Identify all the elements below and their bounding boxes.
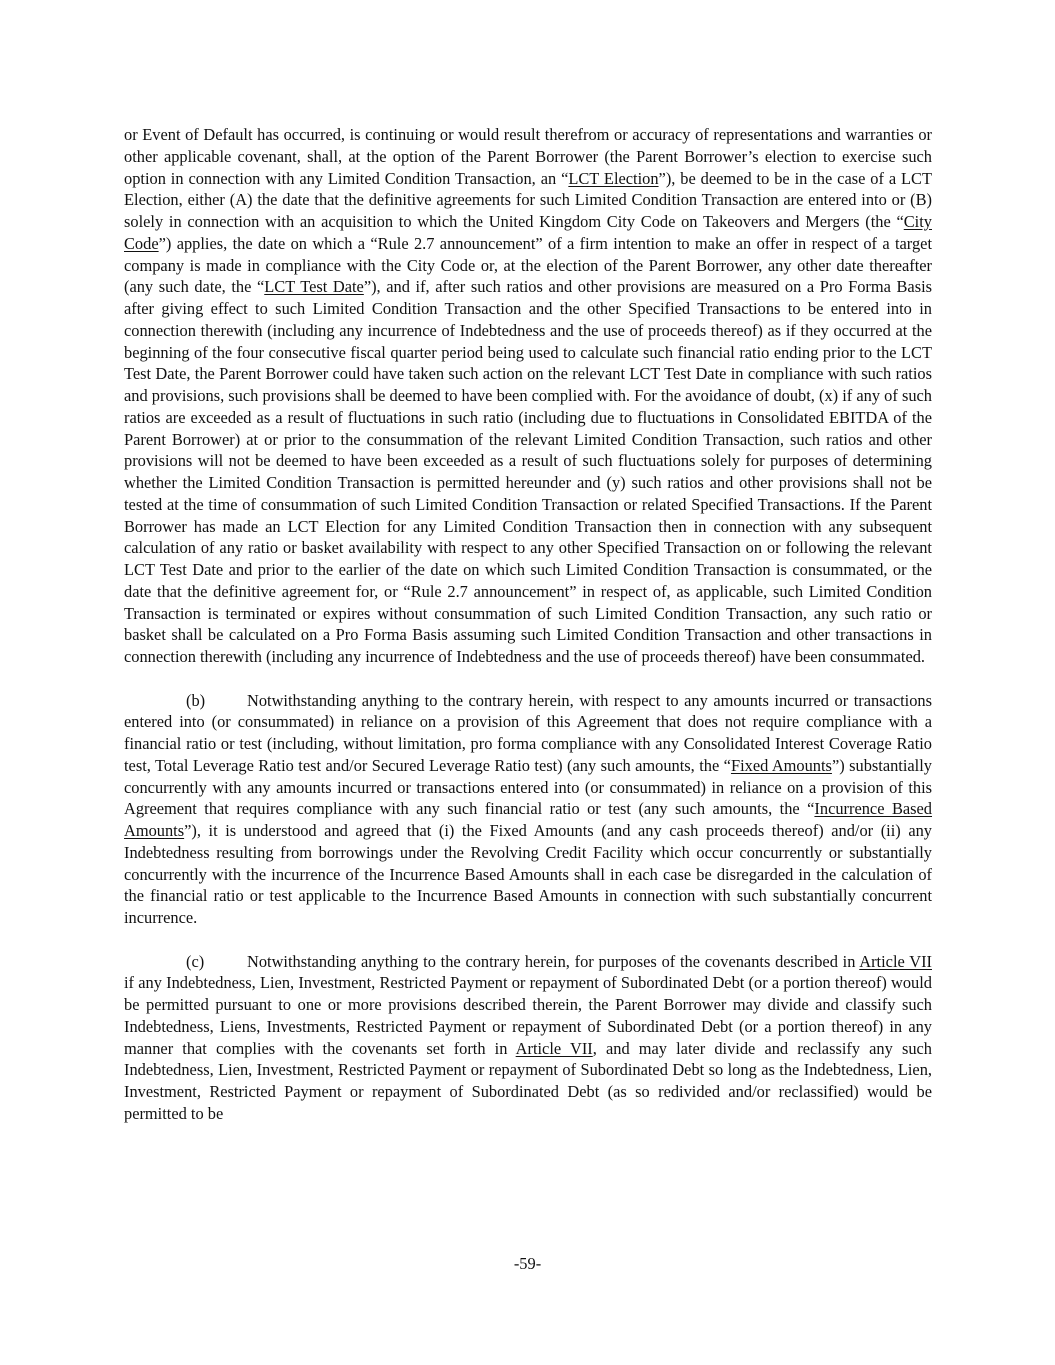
text-run: ”) applies, the date on which a “Rule 2.7 announcement” of a firm intention to make an offer in respect of a target company is made in compliance with the City Code or, at the election of the Parent Borrower, any other date thereafter (any such date, the “ bbox=[124, 233, 932, 297]
defined-term-incurrence-based-amounts: Incurrence Based Amounts bbox=[124, 799, 933, 840]
defined-term-fixed-amounts: Fixed Amounts bbox=[730, 755, 832, 775]
text-run: ”), it is understood and agreed that (i) the Fixed Amounts (and any cash proceeds thereof) and/or (ii) any Indebtedness resulting from borrowings under the Revolving Credit Facility which occur concurrently or substantially concurrently with the incurrence of the Incurrence Based Amounts shall in each case be disregarded in the calculation of the financial ratio or test applicable to the Incurrence Based Amounts in connection with such substantially concurrent incurrence. bbox=[124, 821, 932, 927]
document-body bbox=[124, 124, 932, 1146]
page-number: -59- bbox=[513, 1254, 542, 1273]
paragraph-b bbox=[124, 690, 932, 929]
cross-reference-article-vii: Article VII bbox=[515, 1038, 593, 1058]
text-run: or Event of Default has occurred, is continuing or would result therefrom or accuracy of representations and warranties or other applicable covenant, shall, at the option of the Parent Borrower (the Parent Borrower’s election to exercise such option in connection with any Limited Condition Transaction, an “ bbox=[124, 125, 932, 188]
defined-term-lct-election: LCT Election bbox=[568, 168, 659, 188]
text-run: Notwithstanding anything to the contrary herein, for purposes of the covenants described in bbox=[247, 951, 860, 971]
paragraph-label-b: (b) bbox=[186, 690, 206, 710]
text-run: if any Indebtedness, Lien, Investment, Restricted Payment or repayment of Subordinated Debt (or a portion thereof) would be permitted pursuant to one or more provisions described therein, the Parent Borrower may divide and classify such Indebtedness, Liens, Investments, Restricted Payment or repayment of Subordinated Debt (or a portion thereof) in any manner that complies with the covenants set forth in bbox=[124, 973, 932, 1058]
paragraph-a-continued bbox=[124, 124, 932, 668]
text-run: , and may later divide and reclassify any such Indebtedness, Lien, Investment, Restricted Payment or repayment of Subordinated Debt so long as the Indebtedness, Lien, Investment, Restricted Payment or repayment of Subordinated Debt (as so redivided and/or reclassified) would be permitted to be bbox=[124, 1038, 932, 1123]
text-run: ”), be deemed to be in the case of a LCT Election, either (A) the date that the definitive agreements for such Limited Condition Transaction are entered into or (B) solely in connection with an acquisition to which the United Kingdom City Code on Takeovers and Mergers (the “ bbox=[124, 168, 932, 231]
defined-term-lct-test-date: LCT Test Date bbox=[264, 277, 364, 297]
defined-term-city-code: City Code bbox=[124, 212, 932, 253]
text-run: ”), and if, after such ratios and other provisions are measured on a Pro Forma Basis after giving effect to such Limited Condition Transaction and the other Specified Transactions to be entered into in connection therewith (including any incurrence of Indebtedness and the use of proceeds thereof) as if they occurred at the beginning of the four consecutive fiscal quarter period being used to calculate such financial ratio ending prior to the LCT Test Date, the Parent Borrower could have taken such action on the relevant LCT Test Date in compliance with such ratios and provisions, such provisions shall be deemed to have been complied with. For the avoidance of doubt, (x) if any of such ratios are exceeded as a result of fluctuations in such ratio (including due to fluctuations in Consolidated EBITDA of the Parent Borrower) at or prior to the consummation of the relevant Limited Condition Transaction, such ratios and other provisions will not be deemed to have been exceeded as a result of such fluctuations solely for purposes of determining whether the Limited Condition Transaction is permitted hereunder and (y) such ratios and other provisions shall not be tested at the time of consummation of such Limited Condition Transaction or related Specified Transactions. If the Parent Borrower has made an LCT Election for any Limited Condition Transaction then in connection with any subsequent calculation of any ratio or basket availability with respect to any other Specified Transaction on or following the relevant LCT Test Date and prior to the earlier of the date on which such Limited Condition Transaction is consummated, or the date that the definitive agreement for, or “Rule 2.7 announcement” in respect of, as applicable, such Limited Condition Transaction is terminated or expires without consummation of such Limited Condition Transaction, any such ratio or basket shall be calculated on a Pro Forma Basis assuming such Limited Condition Transaction and other transactions in connection therewith (including any incurrence of Indebtedness and the use of proceeds thereof) have been consummated. bbox=[124, 277, 933, 666]
text-run: ”) substantially concurrently with any amounts incurred or transactions entered into (or consummated) in reliance on a provision of this Agreement that requires compliance with any such financial ratio or test (any such amounts, the “ bbox=[124, 755, 932, 819]
paragraph-c bbox=[124, 951, 932, 1125]
cross-reference-article-vii: Article VII bbox=[859, 951, 932, 971]
text-run: Notwithstanding anything to the contrary herein, with respect to any amounts incurred or transactions entered into (or consummated) in reliance on a provision of this Agreement that does not require compliance with a financial ratio or test (including, without limitation, pro forma compliance with any Consolidated Interest Coverage Ratio test, Total Leverage Ratio test and/or Secured Leverage Ratio test) (any such amounts, the “ bbox=[124, 690, 932, 775]
paragraph-label-c: (c) bbox=[186, 951, 205, 971]
